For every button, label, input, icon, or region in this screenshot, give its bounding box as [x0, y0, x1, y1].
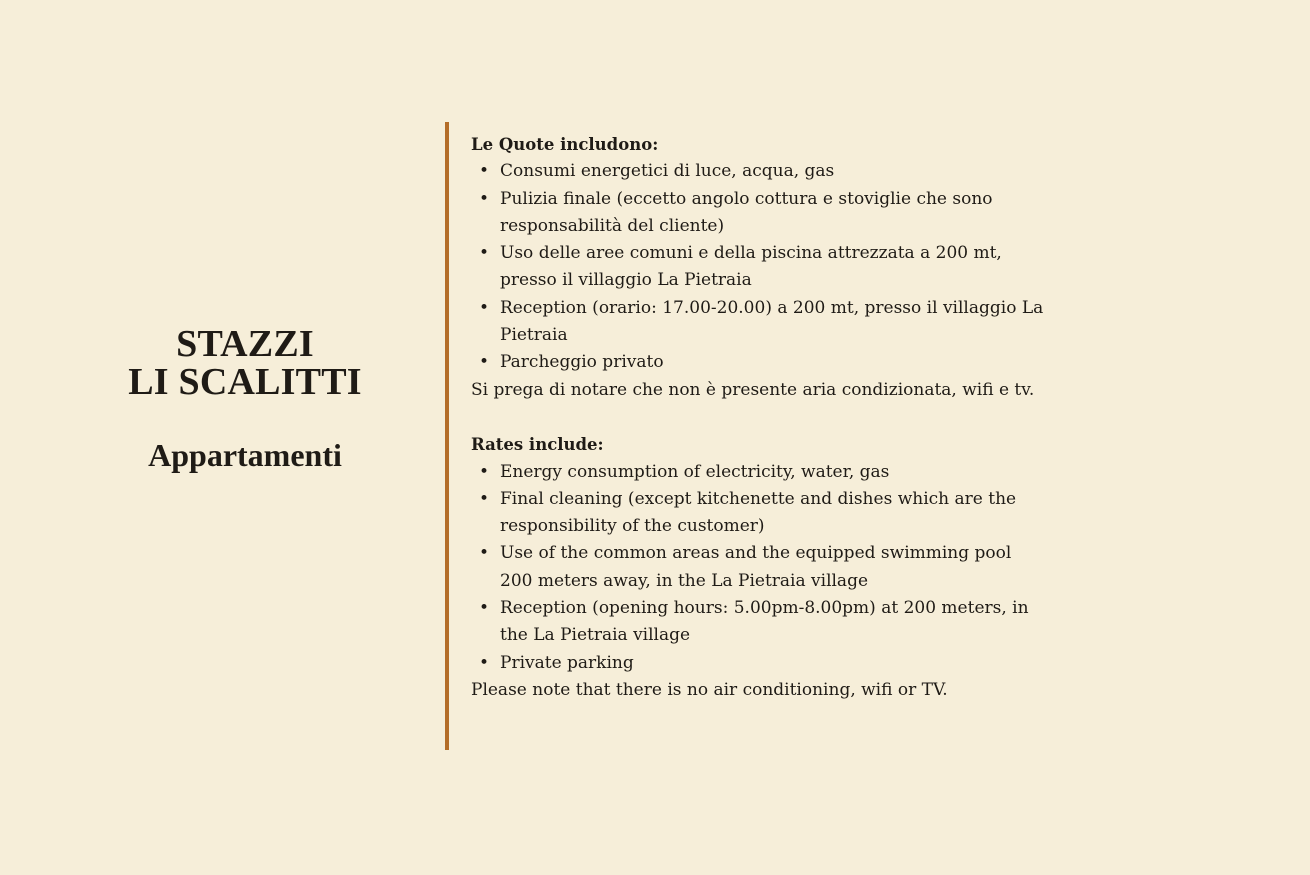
bullet-icon: •: [479, 461, 490, 482]
rates-content: [471, 131, 1046, 704]
brand-block: [90, 325, 400, 473]
brand-title: [90, 325, 400, 401]
english-note: Please note that there is no air conditioning, wifi or TV.: [471, 679, 948, 700]
english-heading: Rates include:: [471, 435, 604, 455]
section-spacer: [471, 404, 1046, 431]
bullet-icon: •: [479, 652, 490, 673]
italian-list: [471, 158, 1046, 376]
list-item: [471, 486, 1046, 541]
list-item: [471, 295, 1046, 350]
bullet-icon: •: [479, 161, 490, 182]
list-item-text: Consumi energetici di luce, acqua, gas: [500, 161, 835, 182]
bullet-icon: •: [479, 352, 490, 373]
bullet-icon: •: [479, 188, 490, 209]
bullet-icon: •: [479, 297, 490, 318]
italian-section: [471, 131, 1046, 404]
italian-note: Si prega di notare che non è presente aria condizionata, wifi e tv.: [471, 379, 1035, 400]
bullet-icon: •: [479, 598, 490, 619]
vertical-divider: [445, 122, 449, 750]
list-item: [471, 186, 1046, 241]
list-item-text: Uso delle aree comuni e della piscina attrezzata a 200 mt, presso il villaggio La Pietraia: [500, 243, 1002, 291]
list-item-text: Pulizia finale (eccetto angolo cottura e stoviglie che sono responsabilità del cliente): [500, 188, 993, 236]
list-item-text: Reception (opening hours: 5.00pm-8.00pm) at 200 meters, in the La Pietraia village: [500, 598, 1029, 646]
list-item: [471, 349, 1046, 376]
list-item-text: Final cleaning (except kitchenette and dishes which are the responsibility of the customer): [500, 488, 1017, 537]
list-item: [471, 158, 1046, 185]
list-item: [471, 459, 1046, 486]
list-item-text: Reception (orario: 17.00-20.00) a 200 mt, presso il villaggio La Pietraia: [500, 297, 1044, 346]
bullet-icon: •: [479, 488, 490, 509]
bullet-icon: •: [479, 243, 490, 264]
bullet-icon: •: [479, 543, 490, 564]
brand-title-line-1: STAZZI: [176, 323, 314, 365]
italian-heading: Le Quote includono:: [471, 135, 659, 154]
list-item-text: Parcheggio privato: [500, 352, 664, 373]
english-section: [471, 431, 1046, 704]
list-item: [471, 240, 1046, 295]
list-item: [471, 650, 1046, 677]
list-item-text: Energy consumption of electricity, water, gas: [500, 461, 890, 482]
list-item: [471, 595, 1046, 650]
brand-title-line-2: LI SCALITTI: [128, 361, 362, 403]
list-item: [471, 540, 1046, 595]
brand-subtitle: Appartamenti: [148, 437, 342, 473]
list-item-text: Private parking: [500, 652, 634, 673]
list-item-text: Use of the common areas and the equipped swimming pool 200 meters away, in the La Pietraia village: [500, 543, 1012, 591]
english-list: [471, 459, 1046, 677]
